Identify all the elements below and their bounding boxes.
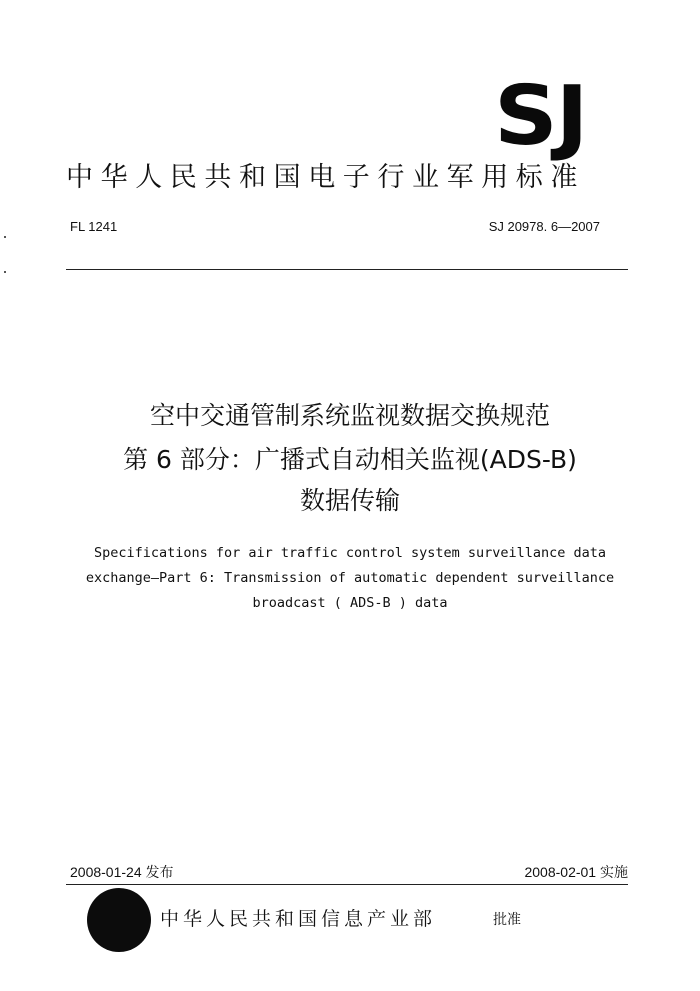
issue-date: 2008-01-24 发布: [70, 864, 174, 880]
title-en-line3: broadcast ( ADS-B ) data: [252, 595, 448, 611]
footer-divider: [66, 884, 628, 885]
approval-label: 批准: [493, 912, 521, 928]
implementation-date: 2008-02-01 实施: [524, 864, 628, 880]
title-cn-line3: 数据传输: [299, 486, 400, 515]
sj-logo: SJ: [494, 69, 587, 164]
standard-category: 中华人民共和国电子行业军用标准: [66, 162, 585, 193]
classification-code: FL 1241: [70, 219, 118, 234]
issuing-authority: 中华人民共和国信息产业部: [160, 908, 437, 930]
title-en-line2: exchange—Part 6: Transmission of automatic dependent surveillance: [85, 570, 615, 586]
header-divider: [66, 269, 628, 270]
seal-icon: [87, 888, 151, 952]
title-cn-line1: 空中交通管制系统监视数据交换规范: [149, 401, 550, 430]
margin-speck: [4, 236, 6, 238]
title-en-line1: Specifications for air traffic control system surveillance data: [93, 545, 607, 561]
title-cn-line2: 第 6 部分：广播式自动相关监视(ADS-B): [123, 445, 577, 474]
standard-number: SJ 20978. 6—2007: [488, 219, 600, 234]
margin-speck: [4, 271, 6, 273]
